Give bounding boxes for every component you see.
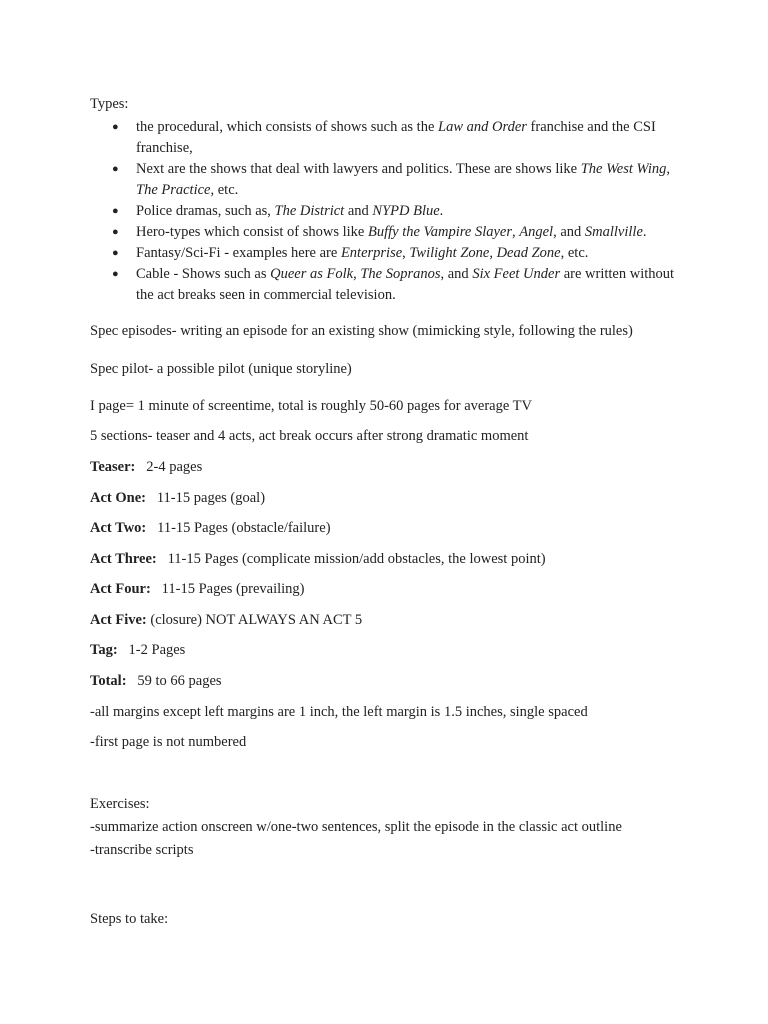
act-row-two: Act Two: 11-15 Pages (obstacle/failure) <box>90 520 331 536</box>
bullet-icon: ● <box>112 268 119 280</box>
list-item: ● the procedural, which consists of shows such as the Law and Order franchise and the CSI franchise, <box>112 119 656 156</box>
act-row-five: Act Five: (closure) NOT ALWAYS AN ACT 5 <box>90 612 363 628</box>
act-row-four: Act Four: 11-15 Pages (prevailing) <box>90 581 305 597</box>
bullet-icon: ● <box>112 226 119 238</box>
types-heading: Types: <box>90 96 129 112</box>
exercise-item: -summarize action onscreen w/one-two sentences, split the episode in the classic act outline <box>90 819 622 835</box>
act-row-tag: Tag: 1-2 Pages <box>90 642 186 658</box>
list-item: ● Cable - Shows such as Queer as Folk, The Sopranos, and Six Feet Under are written without the act breaks seen in commercial television. <box>112 266 675 303</box>
first-page-note: -first page is not numbered <box>90 734 247 750</box>
act-row-total: Total: 59 to 66 pages <box>90 673 222 689</box>
exercises-heading: Exercises: <box>90 796 150 812</box>
list-item: ● Next are the shows that deal with lawyers and politics. These are shows like The West Wing, The Practice, etc. <box>112 161 670 198</box>
spec-pilot-text: Spec pilot- a possible pilot (unique storyline) <box>90 361 352 377</box>
list-item: ● Hero-types which consist of shows like Buffy the Vampire Slayer, Angel, and Smallville. <box>112 222 692 243</box>
margins-note: -all margins except left margins are 1 inch, the left margin is 1.5 inches, single spaced <box>90 704 588 720</box>
types-list <box>112 117 692 306</box>
bullet-icon: ● <box>112 247 119 259</box>
act-row-one: Act One: 11-15 pages (goal) <box>90 490 266 506</box>
list-item: ● Fantasy/Sci-Fi - examples here are Enterprise, Twilight Zone, Dead Zone, etc. <box>112 243 692 264</box>
list-item: ● Police dramas, such as, The District and NYPD Blue. <box>112 201 692 222</box>
five-sections-text: 5 sections- teaser and 4 acts, act break occurs after strong dramatic moment <box>90 428 529 444</box>
bullet-icon: ● <box>112 121 119 133</box>
act-row-three: Act Three: 11-15 Pages (complicate mission/add obstacles, the lowest point) <box>90 551 546 567</box>
bullet-icon: ● <box>112 163 119 175</box>
page-minute-text: I page= 1 minute of screentime, total is roughly 50-60 pages for average TV <box>90 398 532 414</box>
act-row-teaser: Teaser: 2-4 pages <box>90 459 203 475</box>
steps-heading: Steps to take: <box>90 911 169 927</box>
bullet-icon: ● <box>112 205 119 217</box>
spec-episodes-text: Spec episodes- writing an episode for an existing show (mimicking style, following the rules) <box>90 323 633 339</box>
exercise-item: -transcribe scripts <box>90 842 194 858</box>
